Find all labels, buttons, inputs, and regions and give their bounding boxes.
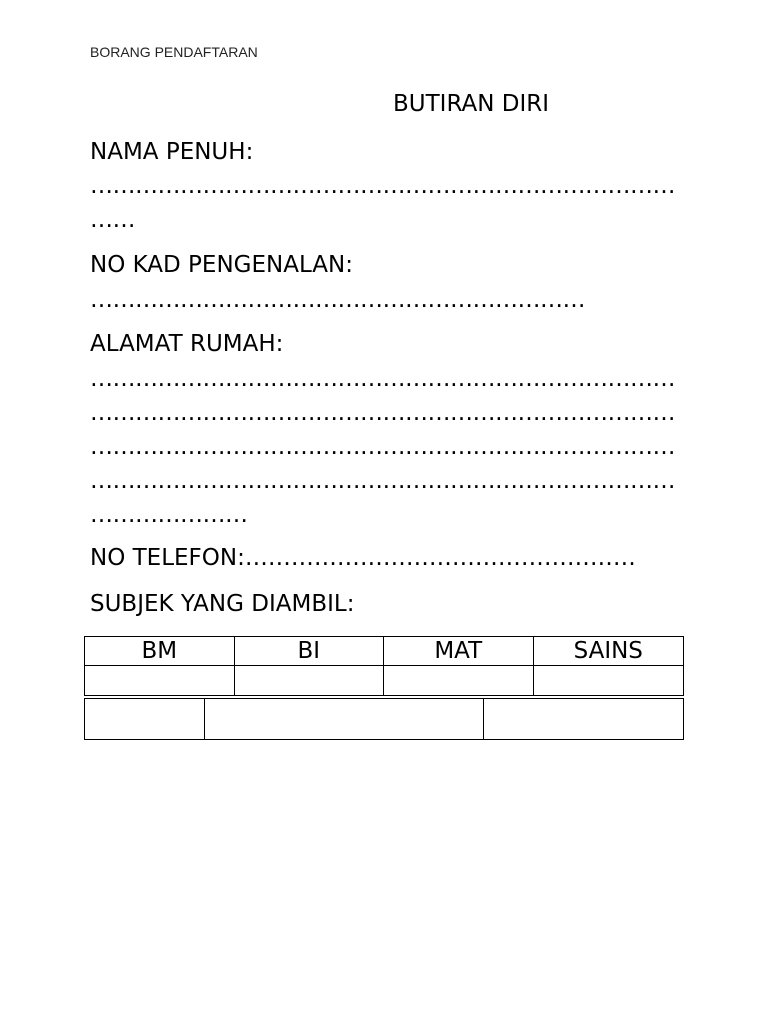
nama-penuh-fill-line-1[interactable]: …………………………………………………………………… xyxy=(90,173,675,199)
alamat-rumah-fill-line-3[interactable]: …………………………………………………………………… xyxy=(90,434,675,460)
subject-entry-cell[interactable] xyxy=(534,666,684,696)
alamat-rumah-fill-line-1[interactable]: …………………………………………………………………… xyxy=(90,366,675,392)
alamat-rumah-fill-line-4[interactable]: …………………………………………………………………… xyxy=(90,468,675,494)
alamat-rumah-fill-line-5[interactable]: ………………… xyxy=(90,502,248,528)
nama-penuh-fill-line-2[interactable]: …… xyxy=(90,207,135,233)
subject-header-cell: BI xyxy=(235,637,385,666)
subject-entry-cell[interactable] xyxy=(85,666,235,696)
subject-header-cell: MAT xyxy=(384,637,534,666)
no-telefon-label[interactable]: NO TELEFON:…………………………………………… xyxy=(90,545,636,571)
subject-entry-cell[interactable] xyxy=(235,666,385,696)
subject-entry-cell[interactable] xyxy=(384,666,534,696)
no-kad-pengenalan-fill-line[interactable]: ………………………………………………………… xyxy=(90,287,585,313)
form-header-label: BORANG PENDAFTARAN xyxy=(90,44,258,60)
no-kad-pengenalan-label: NO KAD PENGENALAN: xyxy=(90,252,353,278)
alamat-rumah-label: ALAMAT RUMAH: xyxy=(90,331,284,357)
extra-entry-cell[interactable] xyxy=(205,699,484,740)
subject-header-cell: BM xyxy=(85,637,235,666)
subjects-table xyxy=(84,636,684,740)
extra-entry-cell[interactable] xyxy=(484,699,683,740)
nama-penuh-label: NAMA PENUH: xyxy=(90,139,254,165)
subjects-entry-row xyxy=(84,666,684,696)
alamat-rumah-fill-line-2[interactable]: …………………………………………………………………… xyxy=(90,400,675,426)
subject-header-cell: SAINS xyxy=(534,637,684,666)
extra-entry-row xyxy=(84,698,684,740)
subjects-header-row xyxy=(84,636,684,666)
subjek-yang-diambil-label: SUBJEK YANG DIAMBIL: xyxy=(90,591,355,617)
page-title: BUTIRAN DIRI xyxy=(393,91,550,117)
extra-entry-cell[interactable] xyxy=(85,699,205,740)
